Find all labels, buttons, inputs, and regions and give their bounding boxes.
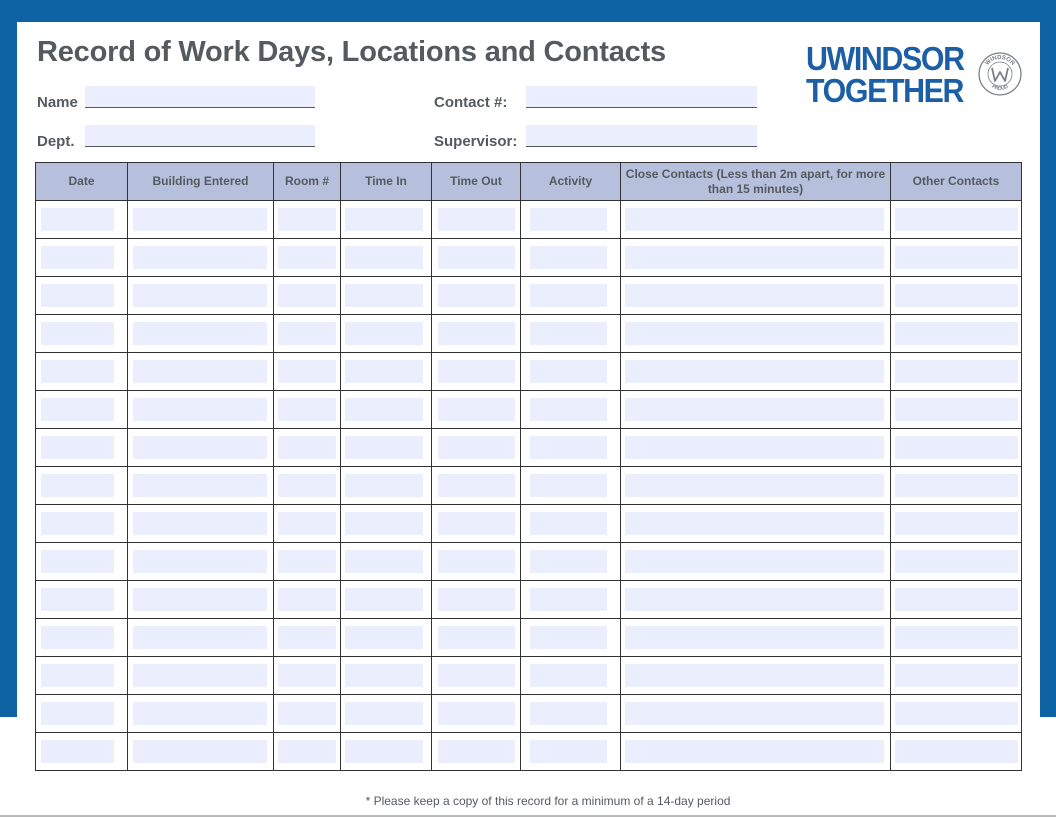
cell-close-contacts[interactable]	[621, 657, 891, 695]
cell-other-contacts[interactable]	[891, 277, 1022, 315]
cell-input-room[interactable]	[278, 246, 336, 269]
cell-input-room[interactable]	[278, 626, 336, 649]
table-row	[36, 429, 1022, 467]
dept-label: Dept.	[37, 133, 75, 150]
table-row	[36, 581, 1022, 619]
cell-other-contacts[interactable]	[891, 315, 1022, 353]
cell-building[interactable]	[128, 239, 274, 277]
cell-input-time-out[interactable]	[438, 436, 515, 459]
seal-bottom-text: PROUD	[990, 83, 1010, 93]
cell-input-building[interactable]	[133, 436, 267, 459]
cell-input-date[interactable]	[41, 208, 114, 231]
cell-other-contacts[interactable]	[891, 239, 1022, 277]
logo-line-1: UWINDSOR	[806, 40, 964, 77]
col-header-other-contacts: Other Contacts	[891, 163, 1022, 201]
table-row	[36, 733, 1022, 771]
cell-room[interactable]	[274, 581, 341, 619]
cell-input-time-out[interactable]	[438, 284, 515, 307]
table-row	[36, 543, 1022, 581]
cell-building[interactable]	[128, 695, 274, 733]
cell-other-contacts[interactable]	[891, 201, 1022, 239]
cell-time-out[interactable]	[432, 695, 521, 733]
cell-room[interactable]	[274, 315, 341, 353]
cell-other-contacts[interactable]	[891, 467, 1022, 505]
cell-input-activity[interactable]	[530, 360, 607, 383]
table-row	[36, 277, 1022, 315]
cell-building[interactable]	[128, 429, 274, 467]
col-header-building: Building Entered	[128, 163, 274, 201]
left-accent-bar	[0, 22, 17, 717]
table-row	[36, 505, 1022, 543]
cell-input-time-out[interactable]	[438, 246, 515, 269]
cell-close-contacts[interactable]	[621, 429, 891, 467]
cell-close-contacts[interactable]	[621, 467, 891, 505]
cell-input-time-out[interactable]	[438, 360, 515, 383]
cell-input-other-contacts[interactable]	[895, 740, 1018, 763]
cell-input-close-contacts[interactable]	[625, 740, 884, 763]
cell-input-close-contacts[interactable]	[625, 512, 884, 535]
cell-room[interactable]	[274, 429, 341, 467]
dept-field[interactable]	[85, 125, 315, 147]
cell-input-time-in[interactable]	[345, 474, 423, 497]
cell-close-contacts[interactable]	[621, 277, 891, 315]
cell-time-out[interactable]	[432, 429, 521, 467]
cell-input-activity[interactable]	[530, 626, 607, 649]
cell-input-time-in[interactable]	[345, 664, 423, 687]
cell-activity[interactable]	[521, 657, 621, 695]
cell-input-close-contacts[interactable]	[625, 284, 884, 307]
cell-room[interactable]	[274, 695, 341, 733]
cell-date[interactable]	[36, 695, 128, 733]
cell-time-in[interactable]	[341, 657, 432, 695]
cell-room[interactable]	[274, 657, 341, 695]
cell-time-in[interactable]	[341, 429, 432, 467]
cell-time-in[interactable]	[341, 277, 432, 315]
cell-activity[interactable]	[521, 277, 621, 315]
cell-time-in[interactable]	[341, 733, 432, 771]
work-log-table	[35, 162, 1022, 771]
cell-time-in[interactable]	[341, 201, 432, 239]
cell-input-room[interactable]	[278, 512, 336, 535]
col-header-activity: Activity	[521, 163, 621, 201]
cell-input-building[interactable]	[133, 208, 267, 231]
cell-input-time-out[interactable]	[438, 740, 515, 763]
cell-input-building[interactable]	[133, 550, 267, 573]
cell-time-out[interactable]	[432, 277, 521, 315]
cell-time-in[interactable]	[341, 695, 432, 733]
cell-other-contacts[interactable]	[891, 353, 1022, 391]
cell-input-time-in[interactable]	[345, 512, 423, 535]
top-accent-bar	[0, 0, 1056, 22]
cell-time-in[interactable]	[341, 391, 432, 429]
cell-time-out[interactable]	[432, 733, 521, 771]
cell-input-time-in[interactable]	[345, 246, 423, 269]
cell-close-contacts[interactable]	[621, 581, 891, 619]
cell-input-other-contacts[interactable]	[895, 208, 1018, 231]
cell-input-activity[interactable]	[530, 208, 607, 231]
cell-input-room[interactable]	[278, 436, 336, 459]
cell-input-close-contacts[interactable]	[625, 246, 884, 269]
name-field[interactable]	[85, 86, 315, 108]
cell-date[interactable]	[36, 353, 128, 391]
cell-activity[interactable]	[521, 239, 621, 277]
cell-input-time-out[interactable]	[438, 550, 515, 573]
cell-date[interactable]	[36, 657, 128, 695]
shield-w-icon	[978, 52, 1022, 96]
cell-input-date[interactable]	[41, 246, 114, 269]
cell-input-date[interactable]	[41, 398, 114, 421]
cell-close-contacts[interactable]	[621, 505, 891, 543]
cell-input-building[interactable]	[133, 284, 267, 307]
cell-building[interactable]	[128, 353, 274, 391]
cell-time-out[interactable]	[432, 581, 521, 619]
cell-input-time-in[interactable]	[345, 398, 423, 421]
cell-time-out[interactable]	[432, 315, 521, 353]
cell-input-activity[interactable]	[530, 664, 607, 687]
table-row	[36, 315, 1022, 353]
cell-input-other-contacts[interactable]	[895, 284, 1018, 307]
cell-input-time-out[interactable]	[438, 208, 515, 231]
col-header-time-out: Time Out	[432, 163, 521, 201]
cell-room[interactable]	[274, 505, 341, 543]
cell-input-other-contacts[interactable]	[895, 360, 1018, 383]
contact-field[interactable]	[526, 86, 757, 108]
cell-time-out[interactable]	[432, 201, 521, 239]
cell-input-date[interactable]	[41, 550, 114, 573]
cell-room[interactable]	[274, 543, 341, 581]
cell-input-activity[interactable]	[530, 702, 607, 725]
cell-other-contacts[interactable]	[891, 657, 1022, 695]
cell-time-out[interactable]	[432, 619, 521, 657]
cell-activity[interactable]	[521, 543, 621, 581]
right-accent-bar	[1040, 22, 1056, 717]
cell-input-room[interactable]	[278, 740, 336, 763]
cell-input-close-contacts[interactable]	[625, 550, 884, 573]
cell-input-time-out[interactable]	[438, 398, 515, 421]
cell-activity[interactable]	[521, 581, 621, 619]
cell-input-building[interactable]	[133, 740, 267, 763]
cell-input-activity[interactable]	[530, 588, 607, 611]
cell-input-date[interactable]	[41, 626, 114, 649]
cell-activity[interactable]	[521, 391, 621, 429]
cell-time-in[interactable]	[341, 581, 432, 619]
cell-input-time-in[interactable]	[345, 360, 423, 383]
cell-close-contacts[interactable]	[621, 239, 891, 277]
cell-input-date[interactable]	[41, 474, 114, 497]
cell-room[interactable]	[274, 391, 341, 429]
cell-time-in[interactable]	[341, 239, 432, 277]
cell-input-date[interactable]	[41, 740, 114, 763]
cell-input-room[interactable]	[278, 322, 336, 345]
cell-input-building[interactable]	[133, 474, 267, 497]
cell-input-date[interactable]	[41, 664, 114, 687]
table-row	[36, 619, 1022, 657]
cell-room[interactable]	[274, 733, 341, 771]
table-row	[36, 391, 1022, 429]
cell-input-building[interactable]	[133, 246, 267, 269]
cell-input-time-in[interactable]	[345, 626, 423, 649]
col-header-close-contacts: Close Contacts (Less than 2m apart, for more than 15 minutes)	[621, 163, 891, 201]
cell-other-contacts[interactable]	[891, 505, 1022, 543]
cell-input-room[interactable]	[278, 664, 336, 687]
cell-input-activity[interactable]	[530, 322, 607, 345]
cell-building[interactable]	[128, 315, 274, 353]
cell-input-time-in[interactable]	[345, 588, 423, 611]
cell-building[interactable]	[128, 733, 274, 771]
cell-date[interactable]	[36, 543, 128, 581]
cell-time-out[interactable]	[432, 391, 521, 429]
cell-building[interactable]	[128, 201, 274, 239]
cell-building[interactable]	[128, 467, 274, 505]
contact-label: Contact #:	[434, 94, 508, 111]
cell-other-contacts[interactable]	[891, 543, 1022, 581]
cell-activity[interactable]	[521, 315, 621, 353]
cell-input-building[interactable]	[133, 664, 267, 687]
col-header-room: Room #	[274, 163, 341, 201]
cell-input-date[interactable]	[41, 284, 114, 307]
cell-input-room[interactable]	[278, 474, 336, 497]
cell-room[interactable]	[274, 619, 341, 657]
logo-line-2: TOGETHER	[806, 72, 964, 109]
cell-input-room[interactable]	[278, 398, 336, 421]
cell-activity[interactable]	[521, 353, 621, 391]
cell-building[interactable]	[128, 391, 274, 429]
cell-input-other-contacts[interactable]	[895, 436, 1018, 459]
cell-input-date[interactable]	[41, 436, 114, 459]
cell-other-contacts[interactable]	[891, 429, 1022, 467]
table-row	[36, 657, 1022, 695]
cell-activity[interactable]	[521, 505, 621, 543]
cell-time-in[interactable]	[341, 353, 432, 391]
cell-input-other-contacts[interactable]	[895, 398, 1018, 421]
table-row	[36, 353, 1022, 391]
footnote: * Please keep a copy of this record for a minimum of a 14-day period	[365, 794, 731, 808]
cell-input-time-out[interactable]	[438, 588, 515, 611]
cell-input-activity[interactable]	[530, 474, 607, 497]
page-title: Record of Work Days, Locations and Contacts	[37, 36, 666, 68]
cell-input-room[interactable]	[278, 550, 336, 573]
cell-activity[interactable]	[521, 733, 621, 771]
cell-input-activity[interactable]	[530, 436, 607, 459]
cell-date[interactable]	[36, 619, 128, 657]
cell-input-building[interactable]	[133, 588, 267, 611]
cell-input-time-in[interactable]	[345, 284, 423, 307]
cell-date[interactable]	[36, 239, 128, 277]
cell-input-building[interactable]	[133, 702, 267, 725]
cell-input-activity[interactable]	[530, 512, 607, 535]
cell-input-time-out[interactable]	[438, 626, 515, 649]
cell-activity[interactable]	[521, 619, 621, 657]
cell-input-time-out[interactable]	[438, 702, 515, 725]
cell-input-close-contacts[interactable]	[625, 664, 884, 687]
cell-time-out[interactable]	[432, 505, 521, 543]
cell-input-close-contacts[interactable]	[625, 436, 884, 459]
cell-input-room[interactable]	[278, 284, 336, 307]
cell-building[interactable]	[128, 505, 274, 543]
cell-input-close-contacts[interactable]	[625, 588, 884, 611]
cell-input-close-contacts[interactable]	[625, 626, 884, 649]
cell-input-building[interactable]	[133, 398, 267, 421]
cell-input-room[interactable]	[278, 702, 336, 725]
cell-date[interactable]	[36, 315, 128, 353]
cell-input-activity[interactable]	[530, 246, 607, 269]
supervisor-label: Supervisor:	[434, 133, 518, 150]
cell-input-date[interactable]	[41, 702, 114, 725]
cell-input-other-contacts[interactable]	[895, 246, 1018, 269]
cell-date[interactable]	[36, 733, 128, 771]
cell-time-out[interactable]	[432, 467, 521, 505]
cell-input-close-contacts[interactable]	[625, 702, 884, 725]
cell-date[interactable]	[36, 277, 128, 315]
cell-input-time-in[interactable]	[345, 208, 423, 231]
cell-time-in[interactable]	[341, 505, 432, 543]
cell-time-in[interactable]	[341, 315, 432, 353]
cell-close-contacts[interactable]	[621, 543, 891, 581]
cell-date[interactable]	[36, 201, 128, 239]
cell-time-out[interactable]	[432, 239, 521, 277]
cell-building[interactable]	[128, 277, 274, 315]
cell-date[interactable]	[36, 505, 128, 543]
cell-input-activity[interactable]	[530, 550, 607, 573]
cell-input-other-contacts[interactable]	[895, 702, 1018, 725]
cell-close-contacts[interactable]	[621, 315, 891, 353]
table-header-row	[36, 163, 1022, 201]
table-row	[36, 239, 1022, 277]
cell-time-out[interactable]	[432, 543, 521, 581]
cell-close-contacts[interactable]	[621, 695, 891, 733]
cell-building[interactable]	[128, 581, 274, 619]
cell-building[interactable]	[128, 657, 274, 695]
cell-other-contacts[interactable]	[891, 391, 1022, 429]
cell-room[interactable]	[274, 467, 341, 505]
name-label: Name	[37, 94, 78, 111]
cell-building[interactable]	[128, 543, 274, 581]
cell-input-other-contacts[interactable]	[895, 664, 1018, 687]
cell-room[interactable]	[274, 353, 341, 391]
cell-input-time-out[interactable]	[438, 512, 515, 535]
cell-date[interactable]	[36, 581, 128, 619]
cell-date[interactable]	[36, 429, 128, 467]
cell-input-close-contacts[interactable]	[625, 322, 884, 345]
cell-input-activity[interactable]	[530, 398, 607, 421]
cell-room[interactable]	[274, 277, 341, 315]
cell-activity[interactable]	[521, 467, 621, 505]
cell-room[interactable]	[274, 239, 341, 277]
cell-input-date[interactable]	[41, 322, 114, 345]
seal-top-text: WINDSOR	[984, 54, 1016, 67]
cell-input-time-in[interactable]	[345, 322, 423, 345]
table-row	[36, 201, 1022, 239]
col-header-date: Date	[36, 163, 128, 201]
cell-date[interactable]	[36, 467, 128, 505]
cell-input-other-contacts[interactable]	[895, 550, 1018, 573]
cell-activity[interactable]	[521, 695, 621, 733]
cell-input-close-contacts[interactable]	[625, 208, 884, 231]
cell-input-date[interactable]	[41, 360, 114, 383]
cell-input-activity[interactable]	[530, 740, 607, 763]
cell-input-time-in[interactable]	[345, 550, 423, 573]
cell-input-other-contacts[interactable]	[895, 474, 1018, 497]
cell-input-room[interactable]	[278, 360, 336, 383]
supervisor-field[interactable]	[526, 125, 757, 147]
cell-input-building[interactable]	[133, 512, 267, 535]
cell-input-time-out[interactable]	[438, 664, 515, 687]
cell-input-other-contacts[interactable]	[895, 626, 1018, 649]
cell-input-other-contacts[interactable]	[895, 512, 1018, 535]
cell-building[interactable]	[128, 619, 274, 657]
cell-input-building[interactable]	[133, 322, 267, 345]
cell-close-contacts[interactable]	[621, 733, 891, 771]
cell-date[interactable]	[36, 391, 128, 429]
cell-input-time-out[interactable]	[438, 474, 515, 497]
cell-other-contacts[interactable]	[891, 619, 1022, 657]
table-row	[36, 467, 1022, 505]
cell-input-time-out[interactable]	[438, 322, 515, 345]
cell-input-time-in[interactable]	[345, 702, 423, 725]
cell-close-contacts[interactable]	[621, 353, 891, 391]
cell-other-contacts[interactable]	[891, 581, 1022, 619]
cell-input-time-in[interactable]	[345, 436, 423, 459]
cell-input-other-contacts[interactable]	[895, 588, 1018, 611]
cell-input-activity[interactable]	[530, 284, 607, 307]
cell-activity[interactable]	[521, 201, 621, 239]
cell-other-contacts[interactable]	[891, 695, 1022, 733]
cell-close-contacts[interactable]	[621, 201, 891, 239]
cell-input-other-contacts[interactable]	[895, 322, 1018, 345]
cell-input-room[interactable]	[278, 588, 336, 611]
cell-close-contacts[interactable]	[621, 619, 891, 657]
cell-input-room[interactable]	[278, 208, 336, 231]
cell-input-close-contacts[interactable]	[625, 398, 884, 421]
uwindsor-together-logo	[806, 40, 1022, 109]
cell-input-building[interactable]	[133, 626, 267, 649]
cell-input-close-contacts[interactable]	[625, 360, 884, 383]
cell-input-building[interactable]	[133, 360, 267, 383]
cell-time-out[interactable]	[432, 353, 521, 391]
cell-input-date[interactable]	[41, 512, 114, 535]
col-header-time-in: Time In	[341, 163, 432, 201]
cell-time-out[interactable]	[432, 657, 521, 695]
cell-activity[interactable]	[521, 429, 621, 467]
cell-close-contacts[interactable]	[621, 391, 891, 429]
cell-input-time-in[interactable]	[345, 740, 423, 763]
cell-room[interactable]	[274, 201, 341, 239]
table-row	[36, 695, 1022, 733]
cell-other-contacts[interactable]	[891, 733, 1022, 771]
cell-time-in[interactable]	[341, 543, 432, 581]
cell-time-in[interactable]	[341, 467, 432, 505]
cell-input-close-contacts[interactable]	[625, 474, 884, 497]
cell-time-in[interactable]	[341, 619, 432, 657]
table-body	[36, 201, 1022, 771]
cell-input-date[interactable]	[41, 588, 114, 611]
